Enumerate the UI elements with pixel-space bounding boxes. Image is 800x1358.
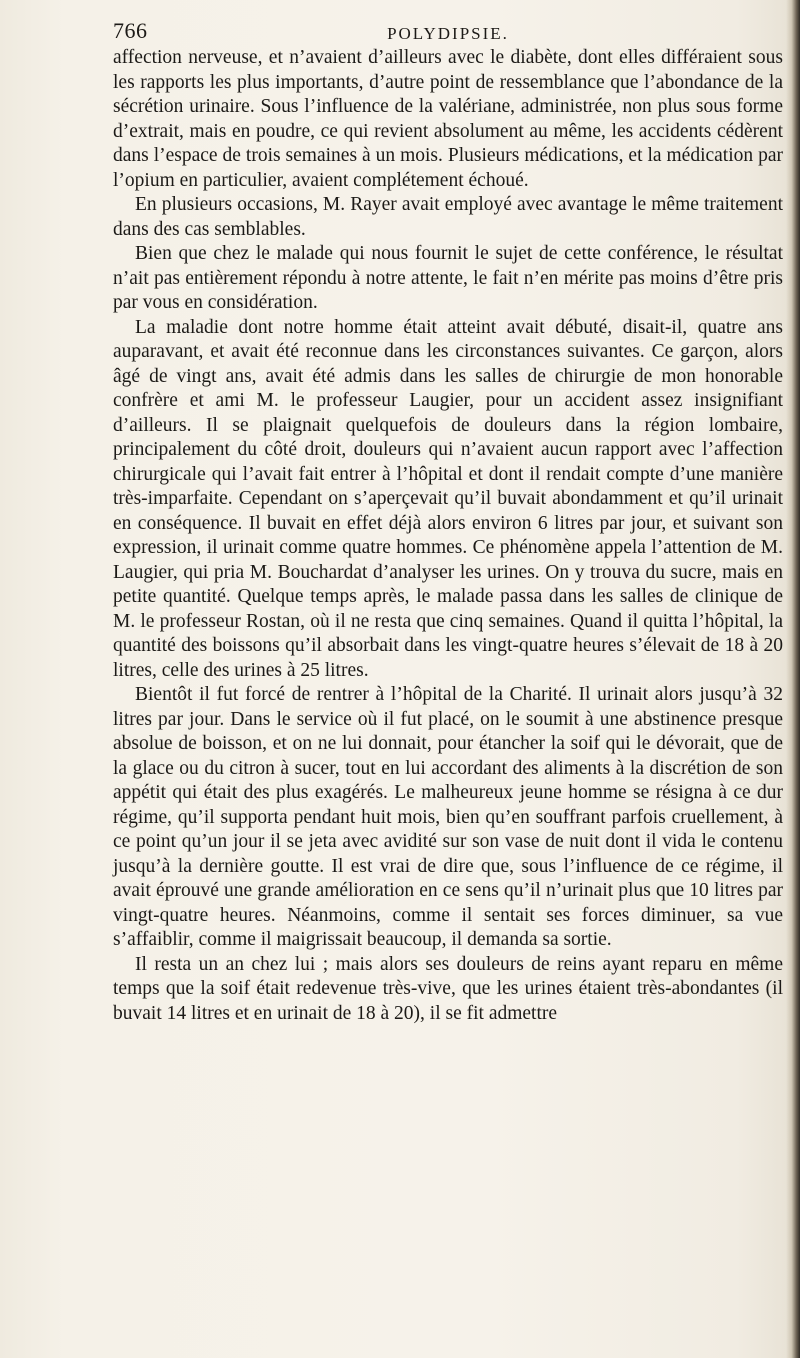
paragraph-2: En plusieurs occasions, M. Rayer avait employé avec avantage le même traitement dans des cas semblables. — [113, 194, 783, 240]
page-number: 766 — [113, 18, 148, 43]
paragraph-5: Bientôt il fut forcé de rentrer à l’hôpital de la Charité. Il urinait alors jusqu’à 32 litres par jour. Dans le service où il fut placé, on le soumit à une abstinence presque absolue de boisson, et on ne lui donnait, pour étancher la soif qui le dévorait, que de la glace ou du citron à sucer, tout en lui accordant des aliments à la discrétion de son appétit qui était des plus exagérés. Le malheureux jeune homme se résigna à ce dur régime, qu’il supporta pendant huit mois, bien qu’en souffrant parfois cruellement, à ce point qu’un jour il se jeta avec avidité sur son vase de nuit dont il vida le contenu jusqu’à la dernière goutte. Il est vrai de dire que, sous l’influence de ce régime, il avait éprouvé une grande amélioration en ce sens qu’il n’urinait plus que 10 litres par vingt-quatre heures. Néanmoins, comme il sentait ses forces diminuer, sa vue s’affaiblir, comme il maigrissait beaucoup, il demanda sa sortie. — [113, 684, 783, 950]
running-head — [113, 16, 783, 50]
paragraph-1: affection nerveuse, et n’avaient d’ailleurs avec le diabète, dont elles différaient sous les rapports les plus importants, d’autre point de ressemblance que l’abondance de la sécrétion urinaire. Sous l’influence de la valériane, administrée, non plus sous forme d’extrait, mais en poudre, ce qui revient absolument au même, les accidents cédèrent dans l’espace de trois semaines à un mois. Plusieurs médications, et la médication par l’opium en particulier, avaient complétement échoué. — [113, 47, 783, 191]
paragraph-4: La maladie dont notre homme était atteint avait débuté, disait-il, quatre ans auparavant, et avait été reconnue dans les circonstances suivantes. Ce garçon, alors âgé de vingt ans, avait été admis dans les salles de chirurgie de mon honorable confrère et ami M. le professeur Laugier, pour un accident assez insignifiant d’ailleurs. Il se plaignait quelquefois de douleurs dans la région lombaire, principalement du côté droit, douleurs qui n’avaient aucun rapport avec l’affection chirurgicale qui l’avait fait entrer à l’hôpital et dont il rendait compte d’une manière très-imparfaite. Cependant on s’aperçevait qu’il buvait abondamment et qu’il urinait en conséquence. Il buvait en effet déjà alors environ 6 litres par jour, et suivant son expression, il urinait comme quatre hommes. Ce phénomène appela l’attention de M. Laugier, qui pria M. Bouchardat d’analyser les urines. On y trouva du sucre, mais en petite quantité. Quelque temps après, le malade passa dans les salles de clinique de M. le professeur Rostan, où il ne resta que cinq semaines. Quand il quitta l’hôpital, la quantité des boissons qu’il absorbait dans les vingt-quatre heures s’élevait de 18 à 20 litres, celle des urines à 25 litres. — [113, 316, 783, 681]
paragraph-6: Il resta un an chez lui ; mais alors ses douleurs de reins ayant reparu en même temps que la soif était redevenue très-vive, que les urines étaient très-abondantes (il buvait 14 litres et en urinait de 18 à 20), il se fit admettre — [113, 953, 783, 1024]
paragraph-3: Bien que chez le malade qui nous fournit le sujet de cette conférence, le résultat n’ait pas entièrement répondu à notre attente, le fait n’en mérite pas moins d’être pris par vous en considération. — [113, 243, 783, 313]
running-title: POLYDIPSIE. — [387, 24, 509, 43]
body-text — [113, 46, 783, 1026]
page-binding-edge — [786, 0, 800, 1358]
